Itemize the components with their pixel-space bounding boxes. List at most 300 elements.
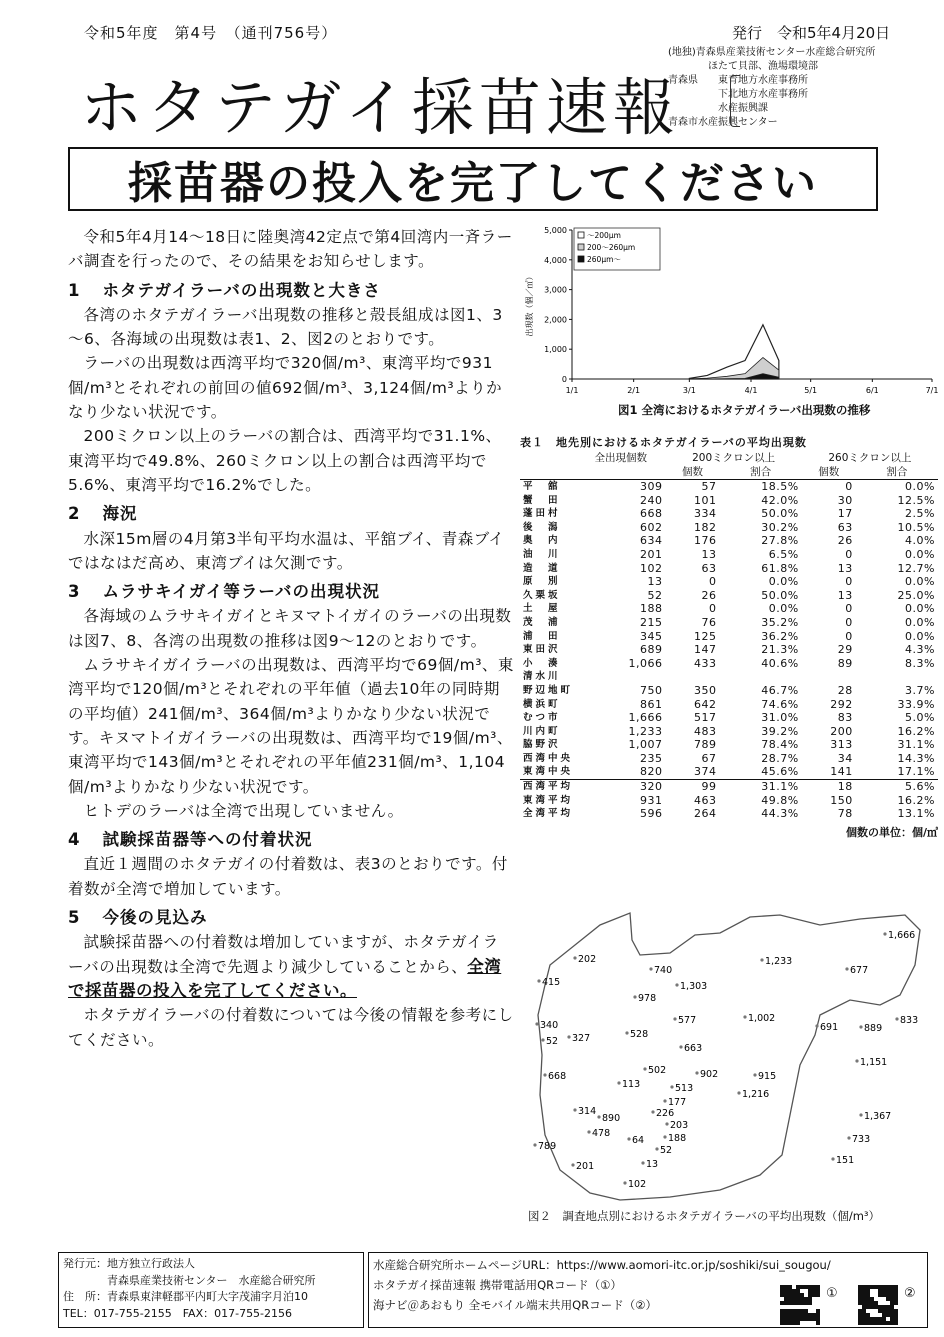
- value-cell: 46.7%: [761, 683, 799, 697]
- station-point: [543, 1073, 546, 1076]
- station-point: [649, 967, 652, 970]
- qr-module: [866, 1297, 870, 1301]
- qr-module: [808, 1289, 812, 1293]
- value-cell: 350: [693, 683, 717, 697]
- table-row: [520, 575, 938, 589]
- qr-module: [886, 1293, 890, 1297]
- qr-module: [890, 1317, 894, 1321]
- station-label: 113: [622, 1079, 641, 1090]
- qr-module: [894, 1313, 898, 1317]
- y-tick-label: 5,000: [544, 226, 567, 235]
- value-cell: 26: [701, 588, 717, 602]
- station-point: [641, 1161, 644, 1164]
- qr-module: [862, 1309, 866, 1313]
- qr-module: [890, 1285, 894, 1289]
- qr-module: [862, 1285, 866, 1289]
- qr-module: [780, 1309, 784, 1313]
- qr-module: [808, 1297, 812, 1301]
- value-cell: 78.4%: [761, 738, 799, 752]
- section-title: ムラサキイガイ等ラーバの出現状況: [102, 582, 381, 602]
- value-cell: 0.0%: [905, 615, 935, 629]
- table-row: [520, 752, 938, 766]
- qr-module: [862, 1305, 866, 1309]
- qr-module: [808, 1313, 812, 1317]
- value-cell: 13: [701, 547, 717, 561]
- value-cell: 26: [837, 534, 853, 548]
- station-point: [695, 1071, 698, 1074]
- sections: [68, 279, 514, 931]
- station-label: 226: [656, 1108, 675, 1119]
- location-cell: 西湾平均: [520, 780, 576, 794]
- station-label: 902: [700, 1069, 719, 1080]
- section-heading: [68, 279, 514, 303]
- qr-module: [858, 1309, 862, 1313]
- value-cell: 63: [837, 520, 853, 534]
- value-cell: 30: [837, 493, 853, 507]
- station-label: 203: [670, 1120, 689, 1131]
- station-point: [673, 1017, 676, 1020]
- value-cell: 0.0%: [768, 602, 799, 616]
- y-tick-label: 0: [561, 375, 567, 384]
- qr-module: [800, 1313, 804, 1317]
- y-tick-label: 3,000: [544, 285, 567, 295]
- qr-module: [788, 1309, 792, 1313]
- value-cell: 16.2%: [897, 724, 935, 738]
- station-label: 201: [576, 1161, 595, 1172]
- station-label: 177: [668, 1097, 687, 1108]
- qr-module: [800, 1317, 804, 1321]
- value-cell: 0: [845, 615, 853, 629]
- station-label: 415: [542, 977, 561, 988]
- value-cell: 0: [845, 547, 853, 561]
- station-point: [675, 983, 678, 986]
- header-cell: 個数: [802, 465, 856, 480]
- value-cell: 345: [640, 629, 663, 643]
- qr-module: [816, 1313, 820, 1317]
- value-cell: 35.2%: [761, 615, 799, 629]
- qr-module: [882, 1293, 886, 1297]
- qr-module: [780, 1289, 784, 1293]
- qr-module: [812, 1285, 816, 1289]
- qr-module: [890, 1301, 894, 1305]
- value-cell: 36.2%: [761, 629, 799, 643]
- location-cell: 油 川: [523, 548, 561, 560]
- table-row: [520, 765, 938, 779]
- station-point: [537, 979, 540, 982]
- qr-module: [796, 1321, 800, 1325]
- qr-module: [792, 1289, 796, 1293]
- qr-code-icon[interactable]: [858, 1285, 898, 1325]
- qr-module: [784, 1313, 788, 1317]
- qr-module: [788, 1297, 792, 1301]
- section-title: 今後の見込み: [102, 908, 208, 928]
- station-label: 890: [602, 1113, 621, 1124]
- value-cell: 13: [837, 588, 853, 602]
- station-point: [815, 1024, 818, 1027]
- station-label: 733: [852, 1134, 871, 1145]
- qr-module: [890, 1297, 894, 1301]
- qr-module: [812, 1317, 816, 1321]
- section-paragraph: ラーバの出現数は西湾平均で320個/m³、東湾平均で931個/m³とそれぞれの前回の値692個/m³、3,124個/m³よりかなり少ない状況です。: [68, 354, 503, 422]
- qr-module: [816, 1289, 820, 1293]
- qr-module: [882, 1321, 886, 1325]
- qr-module: [894, 1321, 898, 1325]
- location-cell: 西湾中央: [523, 752, 574, 764]
- qr-module: [796, 1313, 800, 1317]
- value-cell: 235: [640, 751, 663, 765]
- section-heading: [68, 906, 514, 930]
- qr-module: [804, 1285, 808, 1289]
- qr-module: [866, 1285, 870, 1289]
- qr-module: [870, 1297, 874, 1301]
- qr-module: [874, 1305, 878, 1309]
- station-label: 915: [758, 1071, 777, 1082]
- qr-module: [890, 1293, 894, 1297]
- qr-module: [886, 1297, 890, 1301]
- station-point: [533, 1143, 536, 1146]
- station-point: [655, 1147, 658, 1150]
- value-cell: 5.0%: [905, 711, 935, 725]
- qr-module: [780, 1285, 784, 1289]
- station-label: 1,151: [860, 1057, 888, 1068]
- table-row: [520, 562, 938, 576]
- value-cell: 0: [845, 629, 853, 643]
- legend-label: ～200μm: [587, 231, 621, 240]
- value-cell: 0.0%: [905, 575, 935, 589]
- y-axis-label: 出現数（個／㎥）: [525, 272, 534, 337]
- section-number: 1: [68, 280, 81, 300]
- value-cell: 2.5%: [905, 507, 935, 521]
- qr-module: [804, 1317, 808, 1321]
- value-cell: 1,007: [628, 738, 663, 752]
- value-cell: 517: [693, 711, 717, 725]
- value-cell: 0.0%: [905, 480, 935, 493]
- value-cell: 31.1%: [719, 780, 801, 794]
- table-body: [520, 480, 938, 821]
- value-cell: 52: [647, 588, 663, 602]
- qr-module: [878, 1321, 882, 1325]
- table-row: [520, 684, 938, 698]
- qr-module: [808, 1293, 812, 1297]
- value-cell: 264: [693, 807, 717, 821]
- qr-module: [866, 1305, 870, 1309]
- qr-module: [866, 1301, 870, 1305]
- qr-module: [874, 1317, 878, 1321]
- station-point: [859, 1025, 862, 1028]
- station-label: 478: [592, 1128, 611, 1139]
- qr-module: [866, 1293, 870, 1297]
- qr-module: [858, 1317, 862, 1321]
- qr-module: [874, 1321, 878, 1325]
- x-tick-label: 3/1: [682, 386, 696, 395]
- publisher-line: 下北地方水産事務所: [668, 89, 808, 100]
- station-point: [567, 1035, 570, 1038]
- station-point: [535, 1022, 538, 1025]
- qr-module: [870, 1301, 874, 1305]
- publisher-line: 青森県 東青地方水産事務所: [668, 75, 808, 86]
- footer-line: 青森県産業技術センター 水産総合研究所: [63, 1273, 316, 1287]
- footer-line: 発行元：地方独立行政法人: [63, 1257, 195, 1270]
- station-point: [855, 1059, 858, 1062]
- value-cell: 12.5%: [897, 493, 935, 507]
- value-cell: 27.8%: [761, 534, 799, 548]
- value-cell: 147: [693, 643, 717, 657]
- value-cell: 0: [708, 575, 717, 589]
- value-cell: 44.3%: [761, 807, 799, 821]
- value-cell: 42.0%: [761, 493, 799, 507]
- value-cell: 18.5%: [761, 480, 799, 493]
- qr-module: [796, 1317, 800, 1321]
- value-cell: 31.0%: [761, 711, 799, 725]
- station-label: 202: [578, 954, 597, 965]
- value-cell: 34: [837, 751, 853, 765]
- qr-module: [890, 1313, 894, 1317]
- value-cell: 74.6%: [761, 697, 799, 711]
- qr-module: [796, 1309, 800, 1313]
- value-cell: [666, 670, 720, 684]
- qr-module: [808, 1285, 812, 1289]
- station-point: [845, 967, 848, 970]
- qr-module: [874, 1301, 878, 1305]
- section-paragraph: ムラサキイガイラーバの出現数は、西湾平均で69個/m³、東湾平均で120個/m³とそれぞれの平年値（過去10年の同時期の平均値）241個/m³、364個/m³よりかなり少ない状況です。キヌマトイガイラーバの出現数は、西湾平均で19個/m³、東湾平均で143個/m³とそれぞれの平年値231個/m³、1,104個/m³よりかなり少ない状況です。: [68, 656, 514, 796]
- value-cell: 5.6%: [856, 780, 938, 794]
- qr-module: [800, 1297, 804, 1301]
- qr-module: [858, 1285, 862, 1289]
- chart-caption: 図1 全湾におけるホタテガイラーバ出現数の推移: [618, 403, 871, 417]
- value-cell: 14.3%: [897, 751, 935, 765]
- x-tick-label: 7/1: [925, 386, 939, 395]
- station-point: [623, 1181, 626, 1184]
- value-cell: 83: [837, 711, 853, 725]
- qr-module: [874, 1285, 878, 1289]
- station-label: 577: [678, 1015, 697, 1026]
- qr-module: [804, 1309, 808, 1313]
- table-row: [520, 534, 938, 548]
- qr-module: [800, 1285, 804, 1289]
- qr-module: [800, 1309, 804, 1313]
- station-point: [743, 1015, 746, 1018]
- qr-module: [862, 1297, 866, 1301]
- qr-module: [878, 1317, 882, 1321]
- station-label: 833: [900, 1015, 919, 1026]
- larvae-table: [520, 434, 938, 840]
- value-cell: 29: [837, 643, 853, 657]
- publisher-line: ほたて貝部、漁場環境部: [668, 61, 818, 72]
- qr-module: [796, 1289, 800, 1293]
- qr-module: [862, 1317, 866, 1321]
- value-cell: 931: [640, 793, 663, 807]
- qr-module: [812, 1293, 816, 1297]
- qr-note-1: ホタテガイ採苗速報 携帯電話用QRコード（①）: [373, 1278, 622, 1292]
- qr-module: [792, 1293, 796, 1297]
- qr-module: [780, 1321, 784, 1325]
- larvae-trend-chart: [522, 222, 942, 422]
- qr-module: [890, 1305, 894, 1309]
- station-label: 340: [540, 1020, 559, 1031]
- station-label: 102: [628, 1179, 647, 1190]
- qr-module: [870, 1285, 874, 1289]
- qr-module: [800, 1301, 804, 1305]
- qr-module: [792, 1297, 796, 1301]
- value-cell: 45.6%: [761, 765, 799, 779]
- location-cell: 東湾中央: [523, 766, 574, 778]
- qr-module: [878, 1309, 882, 1313]
- value-cell: 188: [640, 602, 663, 616]
- value-cell: 49.8%: [761, 793, 799, 807]
- x-tick-label: 4/1: [744, 386, 758, 395]
- table-row: [520, 630, 938, 644]
- section-title: 海況: [102, 504, 138, 524]
- table-row: [520, 480, 938, 494]
- station-label: 1,367: [864, 1111, 892, 1122]
- station-point: [625, 1031, 628, 1034]
- value-cell: 57: [701, 480, 717, 493]
- qr-module: [890, 1289, 894, 1293]
- location-cell: 川内町: [523, 725, 561, 737]
- header-cell: [520, 465, 576, 480]
- value-cell: 76: [701, 615, 717, 629]
- station-label: 889: [864, 1023, 883, 1034]
- section-title: 試験採苗器等への付着状況: [102, 830, 313, 850]
- qr-module: [870, 1305, 874, 1309]
- value-cell: 125: [693, 629, 717, 643]
- value-cell: 50.0%: [761, 507, 799, 521]
- station-label: 52: [660, 1145, 673, 1156]
- value-cell: 13: [647, 575, 663, 589]
- value-cell: 634: [640, 534, 663, 548]
- value-cell: 30.2%: [761, 520, 799, 534]
- station-label: 677: [850, 965, 869, 976]
- station-point: [597, 1115, 600, 1118]
- value-cell: 215: [640, 615, 663, 629]
- outlook-emphasis: 全湾で採苗器の投入を完了してください。: [68, 956, 502, 1000]
- value-cell: 39.2%: [761, 724, 799, 738]
- value-cell: 17: [837, 507, 853, 521]
- table-row: [520, 494, 938, 508]
- table-row: [520, 711, 938, 725]
- qr-module: [804, 1313, 808, 1317]
- table-row: [520, 643, 938, 657]
- location-cell: 造 道: [523, 562, 561, 574]
- qr-module: [862, 1321, 866, 1325]
- footer-line: TEL：017-755-2155 FAX：017-755-2156: [63, 1306, 293, 1320]
- qr-module: [788, 1321, 792, 1325]
- legend-swatch: [578, 232, 584, 238]
- value-cell: 102: [640, 561, 663, 575]
- value-cell: 201: [640, 547, 663, 561]
- homepage-url[interactable]: 水産総合研究所ホームページURL：https://www.aomori-itc.or.jp/soshiki/sui_sougou/: [373, 1258, 831, 1272]
- value-cell: 820: [640, 765, 663, 779]
- qr-module: [866, 1313, 870, 1317]
- legend-swatch: [578, 256, 584, 262]
- qr-module: [894, 1317, 898, 1321]
- location-cell: 東湾平均: [523, 794, 574, 806]
- header-cell: 200ミクロン以上: [692, 452, 776, 464]
- station-point: [883, 932, 886, 935]
- value-cell: 483: [693, 724, 717, 738]
- station-label: 64: [632, 1135, 645, 1146]
- station-label: 327: [572, 1033, 591, 1044]
- qr-module: [862, 1301, 866, 1305]
- qr-module: [784, 1289, 788, 1293]
- value-cell: 320: [576, 780, 666, 794]
- section-paragraph: 直近１週間のホタテガイの付着数は、表3のとおりです。付着数が全湾で増加しています。: [68, 855, 508, 898]
- qr-module: [812, 1289, 816, 1293]
- qr-module: [862, 1313, 866, 1317]
- value-cell: 18: [802, 780, 856, 794]
- table-group-header: [520, 451, 938, 465]
- station-label: 663: [684, 1043, 703, 1054]
- qr-module: [894, 1293, 898, 1297]
- value-cell: 1,233: [628, 724, 663, 738]
- qr-code-icon[interactable]: [780, 1285, 820, 1325]
- station-label: 1,666: [888, 930, 916, 941]
- qr-module: [894, 1289, 898, 1293]
- table-row: [520, 589, 938, 603]
- table-row: [520, 780, 938, 794]
- value-cell: 6.5%: [768, 547, 799, 561]
- mutsu-bay-map: [520, 905, 940, 1205]
- value-cell: 602: [640, 520, 663, 534]
- value-cell: 200: [830, 724, 853, 738]
- issue-number: 令和5年度 第4号 （通刊756号）: [84, 24, 338, 42]
- qr-module: [796, 1301, 800, 1305]
- location-cell: 小 湊: [523, 657, 561, 669]
- x-tick-label: 2/1: [627, 386, 641, 395]
- station-point: [617, 1081, 620, 1084]
- value-cell: 8.3%: [905, 656, 935, 670]
- qr-module: [780, 1301, 784, 1305]
- station-label: 668: [548, 1071, 567, 1082]
- legend-label: 260μm～: [587, 255, 621, 264]
- section-paragraph: ヒトデのラーバは全湾で出現していません。: [83, 801, 404, 820]
- qr-module: [862, 1293, 866, 1297]
- location-cell: 蓬田村: [523, 508, 561, 520]
- value-cell: 750: [640, 683, 663, 697]
- section-paragraph: 各海域のムラサキイガイとキヌマトイガイのラーバの出現数は図7、8、各湾の出現数の推移は図9～12のとおりです。: [68, 607, 512, 650]
- qr-module: [882, 1317, 886, 1321]
- qr-module: [886, 1313, 890, 1317]
- table-row: [520, 602, 938, 616]
- location-cell: 脇野沢: [523, 739, 561, 751]
- value-cell: 596: [640, 807, 663, 821]
- value-cell: 4.0%: [905, 534, 935, 548]
- value-cell: 78: [837, 807, 853, 821]
- qr-module: [882, 1285, 886, 1289]
- station-point: [627, 1137, 630, 1140]
- qr-module: [886, 1285, 890, 1289]
- data-table: [520, 451, 938, 821]
- qr-module: [788, 1289, 792, 1293]
- station-point: [651, 1110, 654, 1113]
- value-cell: [802, 670, 856, 684]
- value-cell: 313: [830, 738, 853, 752]
- station-label: 789: [538, 1141, 557, 1152]
- section-number: 4: [68, 830, 81, 850]
- qr-module: [894, 1285, 898, 1289]
- qr-module: [858, 1297, 862, 1301]
- station-point: [760, 958, 763, 961]
- qr-label-1: ①: [826, 1286, 838, 1301]
- value-cell: 789: [693, 738, 717, 752]
- footer-line: 住 所：青森県東津軽郡平内町大字茂浦字月泊10: [63, 1290, 308, 1303]
- qr-module: [796, 1285, 800, 1289]
- publisher-block: [668, 46, 938, 130]
- section-heading: [68, 828, 514, 852]
- qr-module: [882, 1309, 886, 1313]
- issue-date: 発行 令和5年4月20日: [732, 24, 891, 42]
- value-cell: 99: [666, 780, 720, 794]
